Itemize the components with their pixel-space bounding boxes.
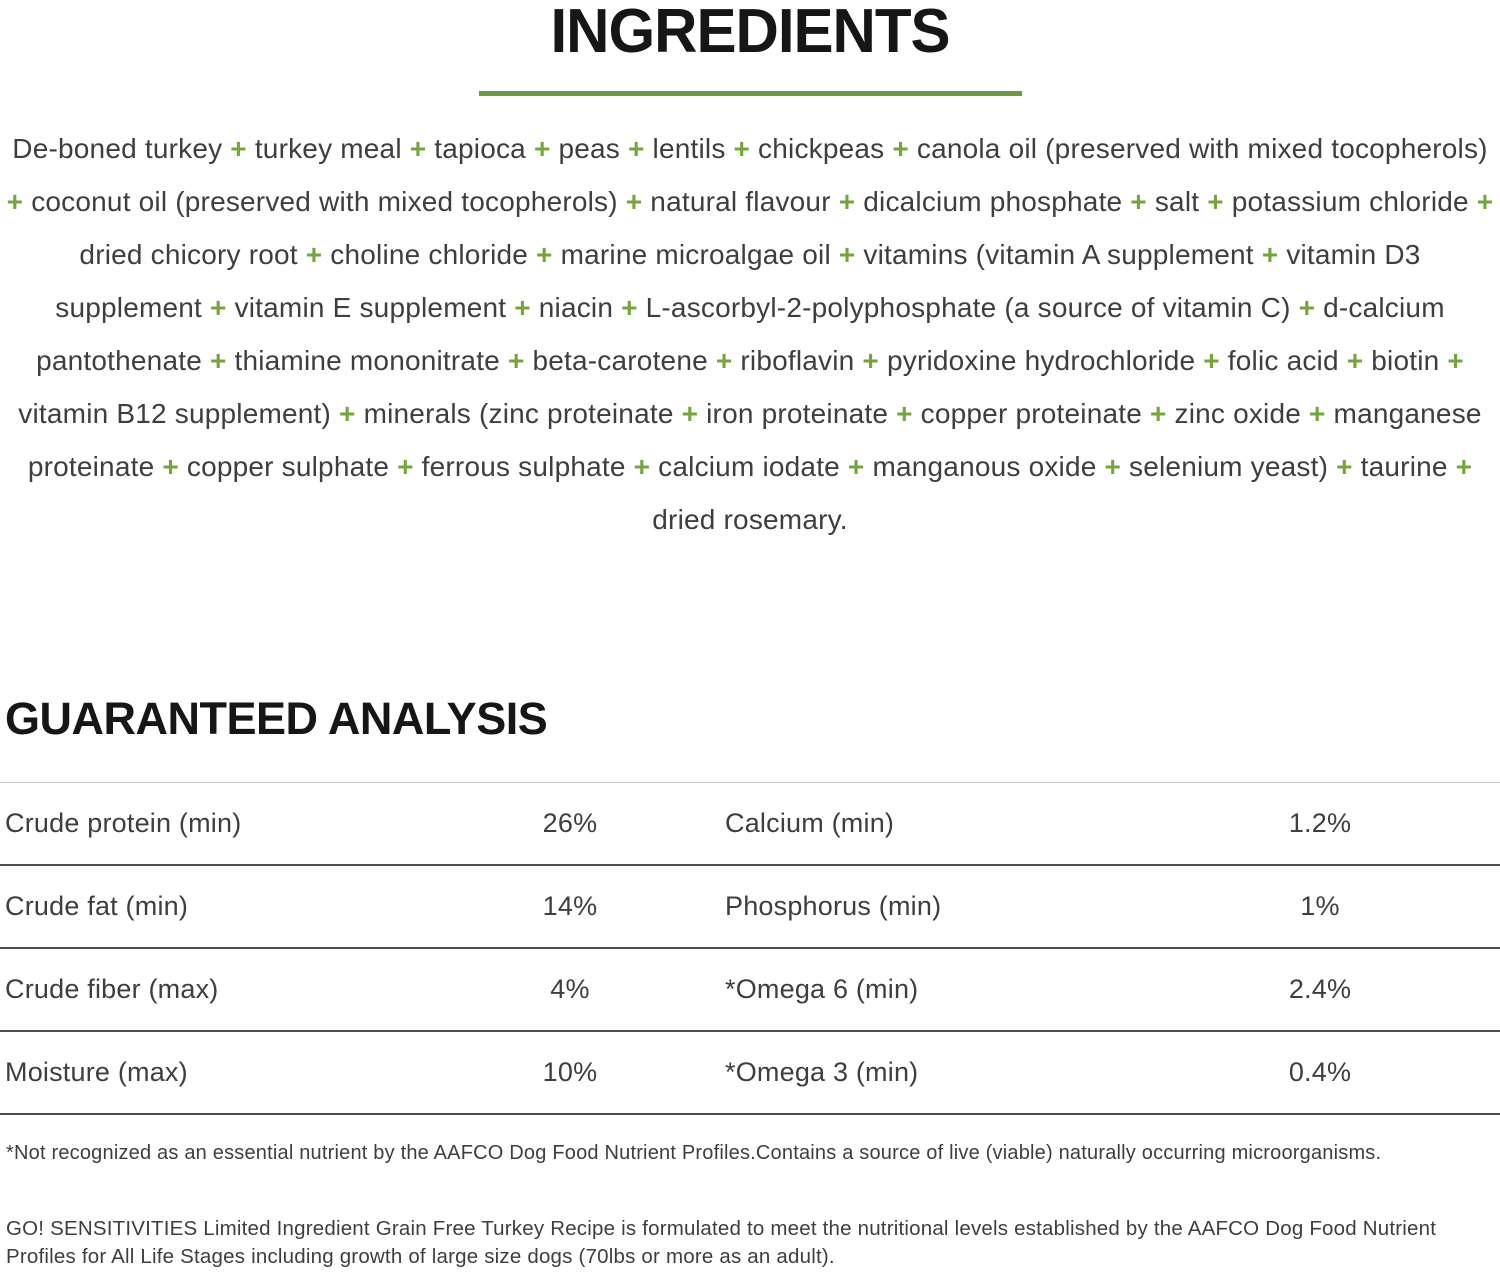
nutrient-label: Crude fat (min) <box>5 891 189 921</box>
guaranteed-analysis-table <box>0 782 1500 1115</box>
nutrient-label: Calcium (min) <box>725 808 895 838</box>
ingredients-title: INGREDIENTS <box>550 0 950 66</box>
plus-separator: + <box>331 398 364 429</box>
plus-separator: + <box>613 292 646 323</box>
nutrient-value: 0.4% <box>1288 1057 1352 1087</box>
plus-separator: + <box>202 292 235 323</box>
plus-separator: + <box>1096 451 1130 482</box>
plus-separator: + <box>525 133 559 164</box>
nutrient-value: 14% <box>542 891 598 921</box>
plus-separator: + <box>1253 239 1287 270</box>
plus-separator: + <box>506 292 539 323</box>
plus-separator: + <box>620 133 653 164</box>
title-underline-rule <box>479 91 1022 96</box>
ingredients-text: De-boned turkey + turkey meal + tapioca + peas + lentils + chickpeas + canola oil (preserved with mixed tocopherols) + coconut oil (preserved with mixed tocopherols) + natural flavour + dicalcium phosphate + salt + potassium chloride + dried chicory root + choline chloride + marine microalgae oil + vitamins (vitamin A supplement + vitamin D3 supplement + vitamin E supplement + niacin + L-ascorbyl-2-polyphosphate (a source of vitamin C) + d-calcium pantothenate + thiamine mononitrate + beta-carotene + riboflavin + pyridoxine hydrochloride + folic acid + biotin + vitamin B12 supplement) + minerals (zinc proteinate + iron proteinate + copper proteinate + zinc oxide + manganese proteinate + copper sulphate + ferrous sulphate + calcium iodate + manganous oxide + selenium yeast) + taurine + dried rosemary. <box>6 133 1494 535</box>
plus-separator: + <box>1439 345 1464 376</box>
plus-separator: + <box>830 186 864 217</box>
nutrient-label: Moisture (max) <box>5 1057 188 1087</box>
plus-separator: + <box>884 133 917 164</box>
nutrient-value: 26% <box>542 808 598 838</box>
nutrient-value: 1% <box>1300 891 1340 921</box>
plus-separator: + <box>1290 292 1324 323</box>
plus-separator: + <box>297 239 331 270</box>
plus-separator: + <box>625 451 659 482</box>
guaranteed-analysis-heading: GUARANTEED ANALYSIS <box>5 693 548 744</box>
aafco-footnote: *Not recognized as an essential nutrient by the AAFCO Dog Food Nutrient Profiles.Contains a source of live (viable) naturally occurring microorganisms. <box>6 1142 1382 1164</box>
plus-separator: + <box>1468 186 1494 217</box>
plus-separator: + <box>528 239 561 270</box>
plus-separator: + <box>707 345 741 376</box>
nutrient-value: 2.4% <box>1288 974 1352 1004</box>
table-row <box>0 783 1500 866</box>
table-row <box>0 1032 1500 1115</box>
plus-separator: + <box>1338 345 1372 376</box>
plus-separator: + <box>1328 451 1361 482</box>
plus-separator: + <box>401 133 435 164</box>
plus-separator: + <box>1301 398 1334 429</box>
plus-separator: + <box>389 451 422 482</box>
plus-separator: + <box>839 451 873 482</box>
plus-separator: + <box>6 186 32 217</box>
plus-separator: + <box>1142 398 1175 429</box>
plus-separator: + <box>201 345 235 376</box>
plus-separator: + <box>1122 186 1155 217</box>
plus-separator: + <box>154 451 187 482</box>
plus-separator: + <box>222 133 255 164</box>
plus-separator: + <box>1195 345 1228 376</box>
plus-separator: + <box>888 398 921 429</box>
nutrient-value: 10% <box>542 1057 598 1087</box>
nutrient-label: Crude protein (min) <box>5 808 242 838</box>
nutrient-label: *Omega 6 (min) <box>725 974 919 1004</box>
plus-separator: + <box>725 133 759 164</box>
plus-separator: + <box>1447 451 1473 482</box>
nutrient-label: Phosphorus (min) <box>725 891 942 921</box>
plus-separator: + <box>499 345 533 376</box>
table-row <box>0 866 1500 949</box>
plus-separator: + <box>617 186 651 217</box>
nutrient-value: 4% <box>550 974 590 1004</box>
plus-separator: + <box>1199 186 1232 217</box>
table-row <box>0 949 1500 1032</box>
plus-separator: + <box>830 239 864 270</box>
plus-separator: + <box>854 345 887 376</box>
nutrient-value: 1.2% <box>1288 808 1352 838</box>
nutrient-label: *Omega 3 (min) <box>725 1057 919 1087</box>
plus-separator: + <box>673 398 707 429</box>
formulation-statement: GO! SENSITIVITIES Limited Ingredient Grain Free Turkey Recipe is formulated to meet the nutritional levels established by the AAFCO Dog Food Nutrient Profiles for All Life Stages including growth of large size dogs (70lbs or more as an adult). <box>6 1217 1437 1268</box>
nutrient-label: Crude fiber (max) <box>5 974 219 1004</box>
